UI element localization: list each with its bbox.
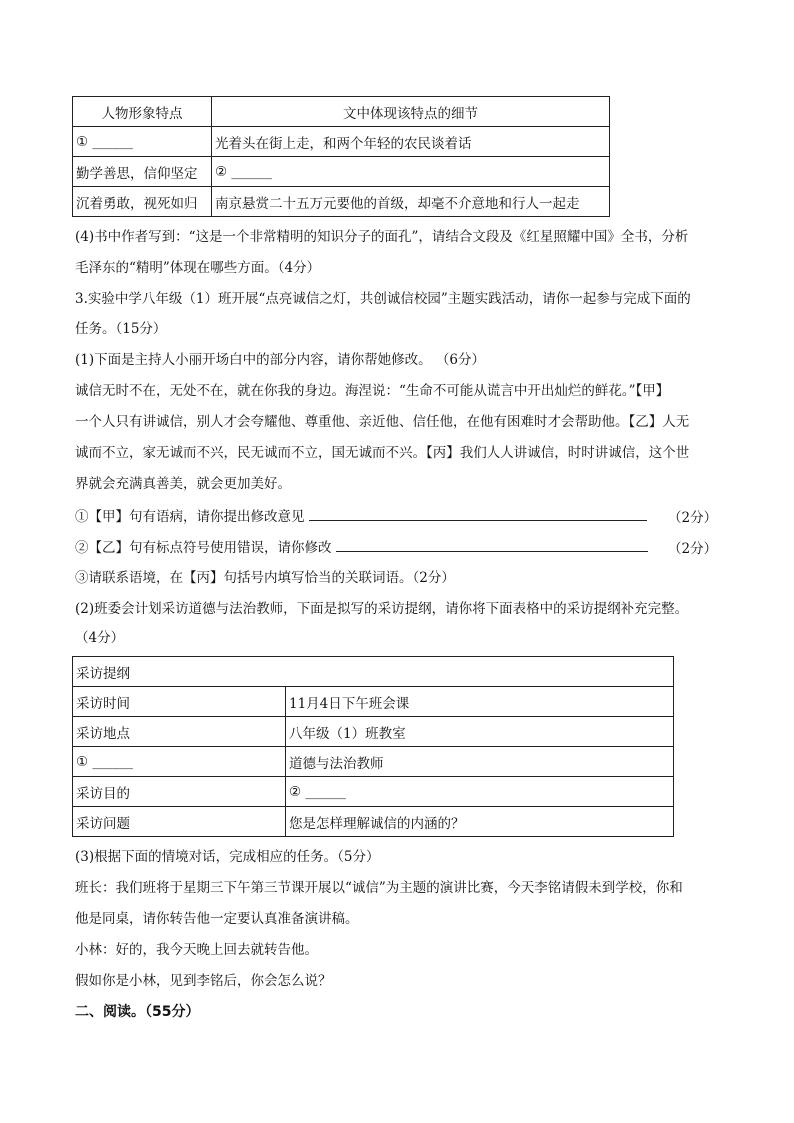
interview-outline-table [72,656,674,837]
q3-intro: 3.实验中学八年级（1）班开展“点亮诚信之灯，共创诚信校园”主题实践活动，请你一起参与完成下面的 [75,291,691,307]
table-cell: 11月4日下午班会课 [286,687,674,717]
section-heading: 二、阅读。（55分） [75,1004,200,1020]
table-title-row [73,657,674,687]
paragraph-line: 诚而不立，家无诚而不兴，民无诚而不立，国无诚而不兴。【丙】我们人人讲诚信，时时讲诚信，这个世 [75,445,690,461]
table-row [73,807,674,837]
table-row [73,777,674,807]
character-traits-table [72,96,610,217]
q3-sub2: （4分） [75,630,125,646]
table-cell: ② ______ [212,157,610,187]
question-item-text: ②【乙】句有标点符号使用错误，请你修改 [75,540,336,556]
table-cell: 八年级（1）班教室 [286,717,674,747]
q3-intro: 任务。（15分） [75,321,167,337]
table-cell: 采访目的 [73,777,286,807]
dialogue-line: 他是同桌，请你转告他一定要认真准备演讲稿。 [75,911,359,927]
q4-text: 毛泽东的“精明”体现在哪些方面。（4分） [75,260,321,276]
question-item-1 [75,506,647,527]
answer-blank[interactable] [336,537,648,552]
paragraph-line: 界就会充满真善美，就会更加美好。 [75,476,291,492]
table-row [73,687,674,717]
dialogue-prompt: 假如你是小林，见到李铭后，你会怎么说？ [75,973,332,989]
table-row [73,157,610,187]
dialogue-line: 班长：我们班将于星期三下午第三节课开展以“诚信”为主题的演讲比赛，今天李铭请假未到学校，你和 [75,880,683,896]
q4-text: (4)书中作者写到：“这是一个非常精明的知识分子的面孔”，请结合文段及《红星照耀中国》全书，分析 [75,229,689,245]
paragraph-line: 诚信无时不在，无处不在，就在你我的身边。海涅说：“生命不可能从谎言中开出灿烂的鲜花。”【甲】 [75,383,670,399]
table-header-row [73,97,610,127]
table-cell: 您是怎样理解诚信的内涵的？ [286,807,674,837]
table-cell: 采访地点 [73,717,286,747]
table-cell: 采访问题 [73,807,286,837]
q3-sub1: (1)下面是主持人小丽开场白中的部分内容，请你帮她修改。 （6分） [75,352,486,368]
table-cell: ① ______ [73,747,286,777]
score-label: （2分） [668,510,718,526]
table-cell: ① ______ [73,127,212,157]
table-row [73,717,674,747]
table-title-cell: 采访提纲 [73,657,674,687]
table-cell: 采访时间 [73,687,286,717]
question-item-2 [75,537,648,558]
table-header-cell: 人物形象特点 [73,97,212,127]
q3-sub2: (2)班委会计划采访道德与法治教师，下面是拟写的采访提纲，请你将下面表格中的采访提纲补充完整。 [75,601,689,617]
table-cell: 南京悬赏二十五万元要他的首级，却毫不介意地和行人一起走 [212,187,610,217]
question-item-text: ①【甲】句有语病，请你提出修改意见 [75,509,309,525]
paragraph-line: 一个人只有讲诚信，别人才会夸耀他、尊重他、亲近他、信任他，在他有困难时才会帮助他。【乙】人无 [75,414,690,430]
dialogue-line: 小林：好的，我今天晚上回去就转告他。 [75,942,318,958]
question-item-3: ③请联系语境，在【丙】句括号内填写恰当的关联词语。（2分） [75,570,455,586]
table-row [73,747,674,777]
table-cell: 道德与法治教师 [286,747,674,777]
q3-sub3: (3)根据下面的情境对话，完成相应的任务。（5分） [75,849,380,865]
score-label: （2分） [668,541,718,557]
table-header-cell: 文中体现该特点的细节 [212,97,610,127]
answer-blank[interactable] [309,506,647,521]
table-row [73,127,610,157]
table-row [73,187,610,217]
table-cell: 沉着勇敢，视死如归 [73,187,212,217]
table-cell: ② ______ [286,777,674,807]
table-cell: 光着头在街上走，和两个年轻的农民谈着话 [212,127,610,157]
table-cell: 勤学善思，信仰坚定 [73,157,212,187]
